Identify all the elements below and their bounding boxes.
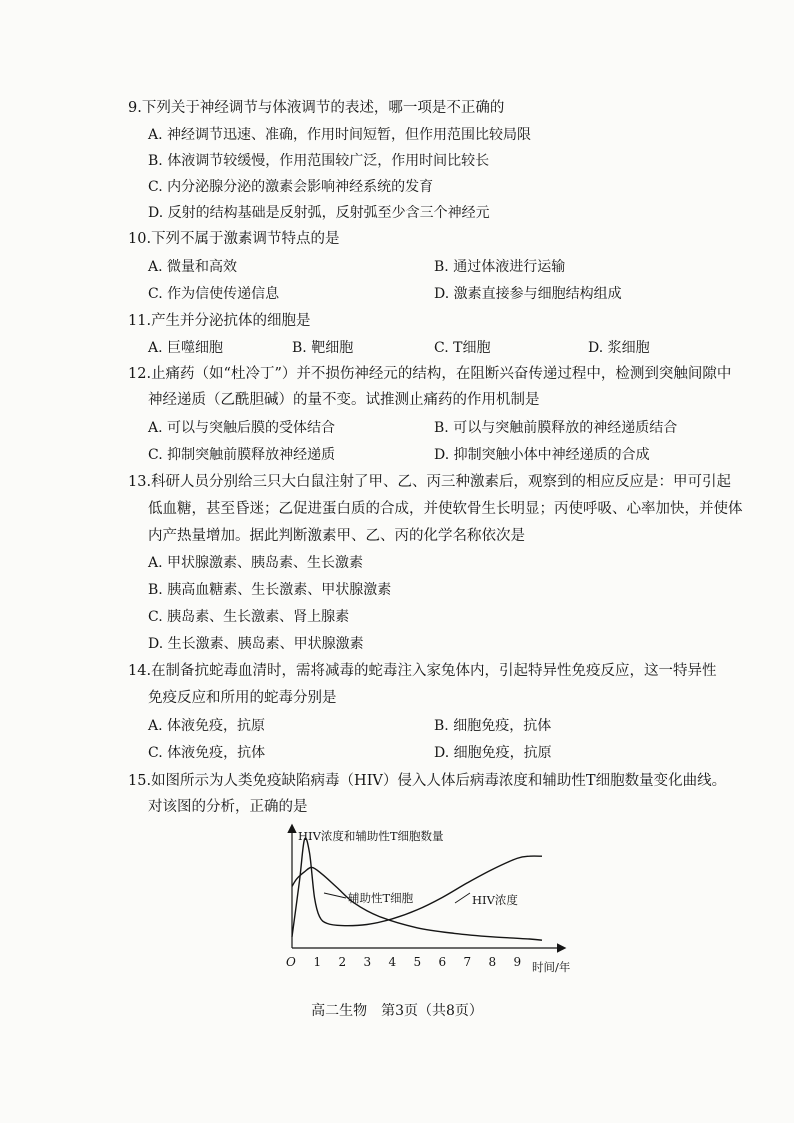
question-12-stem-line-2: 神经递质（乙酰胆碱）的量不变。试推测止痛药的作用机制是: [148, 392, 540, 408]
question-12-stem-line-1: 12.止痛药（如“杜冷丁”）并不损伤神经元的结构，在阻断兴奋传递过程中，检测到突触间隙中: [128, 366, 732, 382]
question-10-option-a: A. 微量和高效: [148, 259, 238, 275]
question-13-option-b: B. 胰高血糖素、生长激素、甲状腺激素: [148, 582, 392, 598]
page-footer: 高二生物 第3页（共8页）: [311, 1003, 483, 1019]
y-axis-label: HIV浓度和辅助性T细胞数量: [298, 829, 444, 843]
question-11-option-a: A. 巨噬细胞: [148, 340, 224, 356]
question-14-option-a: A. 体液免疫，抗原: [148, 718, 266, 734]
question-11-option-c: C. T细胞: [434, 340, 491, 356]
x-tick-label: 1: [313, 955, 322, 969]
hiv-curve: [292, 838, 542, 937]
question-9-stem: 9.下列关于神经调节与体液调节的表述，哪一项是不正确的: [128, 100, 505, 116]
question-13-option-d: D. 生长激素、胰岛素、甲状腺激素: [148, 636, 364, 652]
question-11-option-d: D. 浆细胞: [588, 340, 650, 356]
question-10-stem: 10.下列不属于激素调节特点的是: [128, 231, 340, 247]
question-12-option-d: D. 抑制突触小体中神经递质的合成: [434, 447, 650, 463]
question-14-option-b: B. 细胞免疫，抗体: [434, 718, 552, 734]
question-9-option-a: A. 神经调节迅速、准确，作用时间短暂，但作用范围比较局限: [148, 127, 532, 143]
chart-series: [292, 838, 542, 940]
hiv-leader-line: [455, 893, 470, 903]
question-11-stem: 11.产生并分泌抗体的细胞是: [128, 313, 311, 329]
x-axis-label: 时间/年: [532, 960, 571, 974]
question-15-stem-line-2: 对该图的分析，正确的是: [148, 799, 308, 815]
x-tick-label: 3: [363, 955, 372, 969]
question-9-option-b: B. 体液调节较缓慢，作用范围较广泛，作用时间比较长: [148, 153, 490, 169]
question-14-option-d: D. 细胞免疫，抗原: [434, 745, 552, 761]
x-tick-label: 4: [388, 955, 397, 969]
x-tick-label: 2: [338, 955, 347, 969]
question-9-option-d: D. 反射的结构基础是反射弧，反射弧至少含三个神经元: [148, 205, 490, 221]
question-12-option-a: A. 可以与突触后膜的受体结合: [148, 420, 336, 436]
question-12-option-b: B. 可以与突触前膜释放的神经递质结合: [434, 420, 678, 436]
question-13-option-a: A. 甲状腺激素、胰岛素、生长激素: [148, 555, 364, 571]
origin-label: O: [286, 955, 296, 969]
hiv-chart-svg: [280, 818, 590, 978]
question-13-option-c: C. 胰岛素、生长激素、肾上腺素: [148, 609, 350, 625]
hiv-series-label: HIV浓度: [472, 893, 518, 907]
question-13-stem-line-2: 低血糖，甚至昏迷；乙促进蛋白质的合成，并使软骨生长明显；丙使呼吸、心率加快，并使体: [148, 501, 743, 517]
question-10-option-d: D. 激素直接参与细胞结构组成: [434, 286, 622, 302]
x-tick-label: 7: [463, 955, 472, 969]
x-tick-label: 6: [438, 955, 447, 969]
x-tick-label: 5: [413, 955, 422, 969]
question-10-option-c: C. 作为信使传递信息: [148, 286, 280, 302]
question-9-option-c: C. 内分泌腺分泌的激素会影响神经系统的发育: [148, 179, 434, 195]
question-15-stem-line-1: 15.如图所示为人类免疫缺陷病毒（HIV）侵入人体后病毒浓度和辅助性T细胞数量变化曲线。: [128, 773, 727, 789]
x-tick-label: 8: [488, 955, 497, 969]
question-12-option-c: C. 抑制突触前膜释放神经递质: [148, 447, 336, 463]
question-14-stem-line-2: 免疫反应和所用的蛇毒分别是: [148, 690, 337, 706]
hiv-chart: [280, 818, 590, 978]
t-cell-series-label: 辅助性T细胞: [348, 891, 414, 905]
question-14-option-c: C. 体液免疫，抗体: [148, 745, 266, 761]
question-13-stem-line-3: 内产热量增加。据此判断激素甲、乙、丙的化学名称依次是: [148, 528, 525, 544]
question-14-stem-line-1: 14.在制备抗蛇毒血清时，需将减毒的蛇毒注入家兔体内，引起特异性免疫反应，这一特异性: [128, 663, 717, 679]
question-10-option-b: B. 通过体液进行运输: [434, 259, 566, 275]
question-11-option-b: B. 靶细胞: [292, 340, 354, 356]
x-tick-labels: [314, 955, 522, 969]
question-13-stem-line-1: 13.科研人员分别给三只大白鼠注射了甲、乙、丙三种激素后，观察到的相应反应是：甲可引起: [128, 474, 732, 490]
x-tick-label: 9: [513, 955, 522, 969]
